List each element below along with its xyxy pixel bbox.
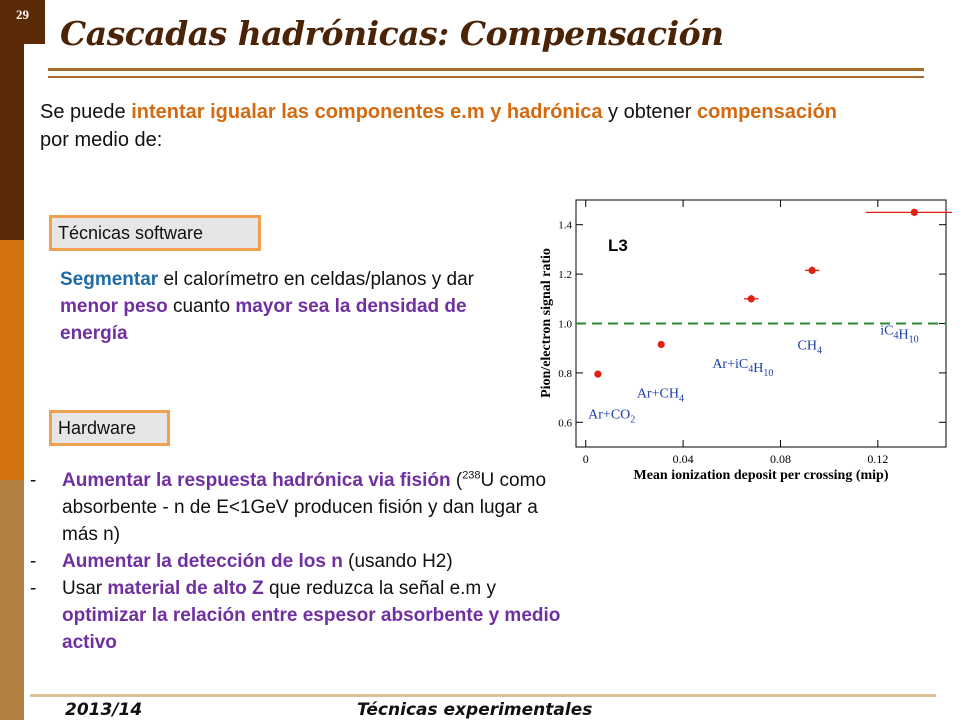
software-techniques-box: Técnicas software (49, 215, 261, 251)
isotope-superscript: 238 (462, 469, 481, 482)
hardware-list (30, 467, 570, 656)
gas-label-subscript: 4 (678, 393, 684, 405)
footer-rule (30, 694, 936, 697)
y-tick-label: 1.0 (558, 318, 572, 331)
gas-label-subscript: 4 (816, 345, 822, 357)
list-item (30, 467, 570, 548)
fission-highlight: Aumentar la respuesta hadrónica via fisión (62, 470, 451, 491)
y-tick-label: 0.8 (558, 367, 572, 380)
chart-x-axis-label: Mean ionization deposit per crossing (mip) (633, 468, 889, 483)
intro-text: Se puede (40, 101, 132, 123)
gas-label-text: CH (797, 338, 817, 354)
list-text: (usando H2) (342, 551, 453, 572)
list-dash: - (30, 578, 37, 599)
title-rule-top (48, 68, 924, 71)
intro-text: y obtener (602, 101, 697, 123)
lower-weight-highlight: menor peso (60, 296, 168, 317)
gas-label-text: H (898, 327, 909, 343)
gas-label-text: iC (880, 323, 894, 339)
list-dash: - (30, 470, 37, 491)
gas-label-subscript: 2 (630, 414, 636, 426)
list-text: que reduzca la señal e.m y (263, 578, 497, 599)
y-tick-label: 1.4 (558, 219, 572, 232)
slide-number: 29 (0, 0, 45, 44)
software-description (60, 266, 530, 347)
title-rule-bottom (48, 76, 924, 78)
list-dash: - (30, 551, 37, 572)
list-item (30, 575, 570, 656)
y-tick-label: 0.6 (558, 417, 572, 430)
gas-label-text: Ar+CH (636, 386, 679, 402)
software-text: el calorímetro en celdas/planos y dar (158, 269, 474, 290)
side-bar-middle (0, 240, 24, 480)
intro-highlight-compensation: compensación (696, 101, 838, 123)
x-tick-label: 0.04 (672, 452, 694, 466)
gas-label-text: Ar+iC (712, 356, 749, 372)
x-tick-label: 0.12 (867, 452, 889, 466)
hardware-box: Hardware (49, 410, 170, 446)
data-point (809, 267, 816, 274)
intro-text: por medio de: (40, 129, 163, 151)
gas-label-subscript: 4 (893, 330, 899, 342)
footer-year: 2013/14 (65, 700, 143, 720)
gas-label-text: H (753, 360, 764, 376)
gas-label-subscript: 10 (763, 367, 774, 379)
data-point (748, 295, 755, 302)
gas-label-subscript: 4 (748, 363, 754, 375)
segment-highlight: Segmentar (60, 269, 159, 290)
data-point (658, 341, 665, 348)
list-text: Usar (62, 578, 108, 599)
y-tick-label: 1.2 (558, 269, 572, 282)
slide-title: Cascadas hadrónicas: Compensación (60, 14, 724, 53)
list-text: ( (450, 470, 463, 491)
pion-electron-ratio-chart (532, 195, 952, 495)
side-bar-bottom (0, 480, 24, 720)
higher-density-highlight: mayor sea la densidad de energía (60, 296, 467, 344)
x-tick-label: 0.08 (769, 452, 791, 466)
data-point (594, 371, 601, 378)
software-text: cuanto (167, 296, 236, 317)
chart-y-axis-label: Pion/electron signal ratio (539, 248, 554, 398)
list-item (30, 548, 570, 575)
list-text: U como absorbente - n de E<1GeV producen fisión y dan lugar a más n) (62, 470, 547, 545)
data-point (911, 209, 918, 216)
optimize-highlight: optimizar la relación entre espesor absorbente y medio activo (62, 605, 561, 653)
gas-label-subscript: 10 (908, 334, 919, 346)
intro-paragraph (40, 98, 860, 154)
x-tick-label: 0 (582, 452, 589, 466)
intro-highlight-components: intentar igualar las componentes e.m y hadrónica (131, 101, 603, 123)
gas-label-text: Ar+CO (588, 407, 631, 423)
high-z-highlight: material de alto Z (107, 578, 264, 599)
neutron-detection-highlight: Aumentar la detección de los n (62, 551, 343, 572)
footer-course: Técnicas experimentales (357, 700, 593, 720)
chart-tag-l3: L3 (608, 236, 628, 255)
